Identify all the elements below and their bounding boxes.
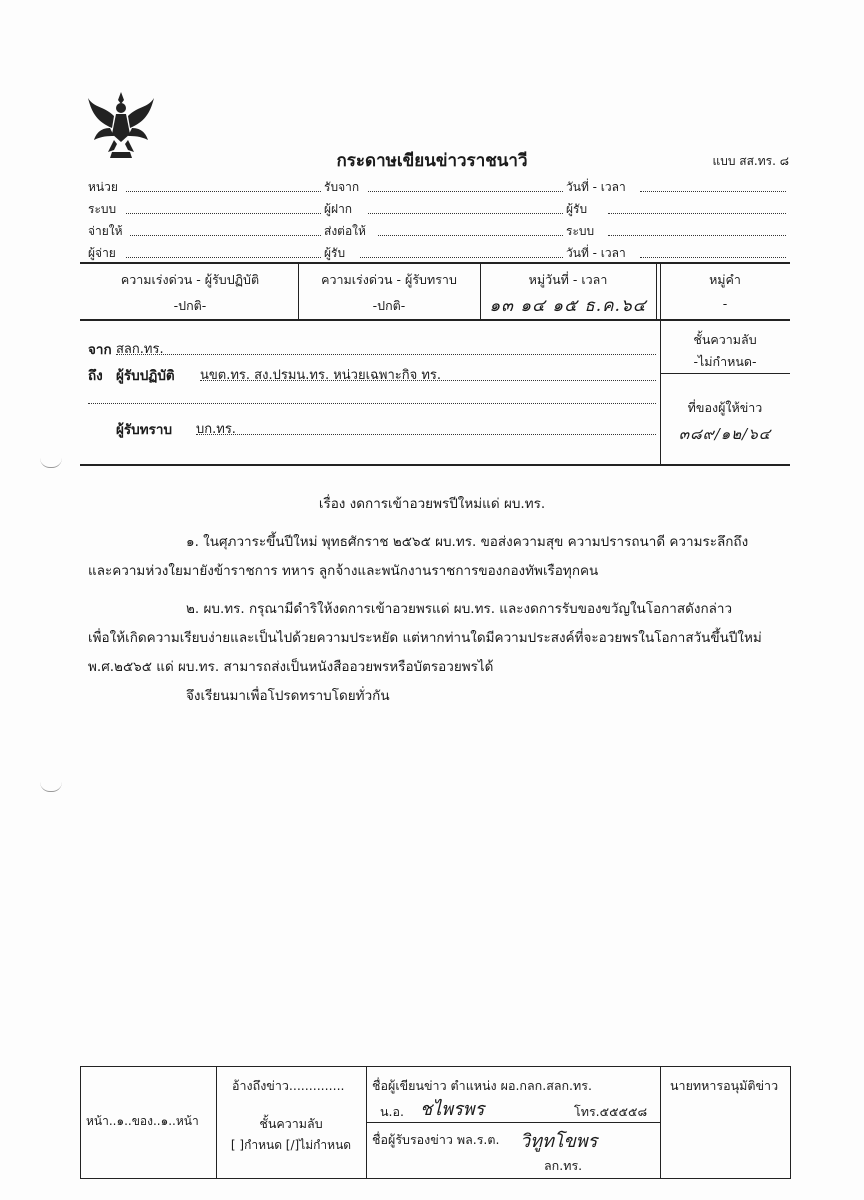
writer-phone: โทร.๕๕๕๕๘ bbox=[574, 1104, 648, 1119]
header-row-3 bbox=[88, 220, 788, 242]
paragraph-2-line-1: ๒. ผบ.ทร. กรุณามีดำริให้งดการเข้าอวยพรแด่ ผบ.ทร. และงดการรับของขวัญในโอกาสดังกล่าว bbox=[186, 601, 733, 617]
dtg-label: หมู่วันที่ - เวลา bbox=[528, 272, 608, 287]
certifier-signature: วิทูทโขพร bbox=[520, 1131, 598, 1152]
depositor-label: ผู้ฝาก bbox=[324, 202, 353, 216]
action-addressee-value: นขต.ทร. สง.ปรมน.ทร. หน่วยเฉพาะกิจ ทร. bbox=[200, 364, 656, 381]
dtg-value: ๑๓ ๑๔ ๑๕ ธ.ค.๖๔ bbox=[489, 296, 647, 316]
info-addressee-label: ผู้รับทราบ bbox=[116, 422, 173, 438]
form-code: แบบ สส.ทร. ๘ bbox=[712, 154, 789, 168]
urgency-action-value: -ปกติ- bbox=[173, 298, 207, 313]
from-value: สลก.ทร. bbox=[116, 338, 656, 355]
footer-classification-options: [ ]กำหนด [/]ไม่กำหนด bbox=[230, 1138, 352, 1152]
group-count-label: หมู่คำ bbox=[709, 272, 741, 287]
to-label: ถึง bbox=[88, 368, 103, 384]
page-number: หน้า..๑..ของ..๑..หน้า bbox=[86, 1114, 199, 1128]
received-from-label: รับจาก bbox=[324, 180, 360, 194]
header-row-1 bbox=[88, 176, 788, 198]
date-time-label: วันที่ - เวลา bbox=[566, 180, 626, 194]
action-addressee-label: ผู้รับปฏิบัติ bbox=[116, 368, 175, 384]
classification-label: ชั้นความลับ bbox=[693, 332, 757, 347]
urgency-info-label: ความเร่งด่วน - ผู้รับทราบ bbox=[321, 272, 457, 287]
classification-value: -ไม่กำหนด- bbox=[693, 354, 757, 369]
closing-line: จึงเรียนมาเพื่อโปรดทราบโดยทั่วกัน bbox=[186, 688, 390, 704]
approving-officer-label: นายทหารอนุมัติข่าว bbox=[670, 1078, 779, 1093]
urgency-info-value: -ปกติ- bbox=[372, 298, 406, 313]
group-count-value: - bbox=[722, 296, 728, 311]
receiver-label-2: ผู้รับ bbox=[324, 246, 346, 260]
issuer-label: ผู้จ่าย bbox=[88, 246, 116, 260]
system-label-2: ระบบ bbox=[566, 224, 595, 238]
unit-label: หน่วย bbox=[88, 180, 118, 194]
originator-ref-label: ที่ของผู้ให้ข่าว bbox=[687, 400, 763, 415]
paragraph-1-line-1: ๑. ในศุภวาระขึ้นปีใหม่ พุทธศักราช ๒๕๖๕ ผบ.ทร. ขอส่งความสุข ความปรารถนาดี ความระลึกถึง bbox=[186, 534, 749, 550]
paragraph-2-line-3: พ.ศ.๒๕๖๕ แด่ ผบ.ทร. สามารถส่งเป็นหนังสืออวยพรหรือบัตรอวยพรได้ bbox=[88, 659, 494, 675]
writer-line: ชื่อผู้เขียนข่าว ตำแหน่ง ผอ.กลก.สลก.ทร. bbox=[372, 1078, 592, 1093]
writer-signature: ชไพรพร bbox=[420, 1099, 485, 1120]
from-label: จาก bbox=[88, 342, 112, 358]
paragraph-1-line-2: และความห่วงใยมายังข้าราชการ ทหาร ลูกจ้างและพนักงานราชการของกองทัพเรือทุกคน bbox=[88, 563, 599, 579]
paragraph-2-line-2: เพื่อให้เกิดความเรียบง่ายและเป็นไปด้วยความประหยัด แต่หากท่านใดมีความประสงค์ที่จะอวยพรในโอกาสวันขึ้นปีใหม่ bbox=[88, 630, 762, 646]
certifier-line: ชื่อผู้รับรองข่าว พล.ร.ต. bbox=[372, 1132, 500, 1147]
reference-message: อ้างถึงข่าว.............. bbox=[232, 1078, 345, 1093]
punch-hole-mark bbox=[40, 782, 62, 792]
header-row-2 bbox=[88, 198, 788, 220]
forward-to-label: ส่งต่อให้ bbox=[324, 224, 366, 238]
date-time-label-2: วันที่ - เวลา bbox=[566, 246, 626, 260]
header-row-4 bbox=[88, 242, 788, 264]
punch-hole-mark bbox=[40, 458, 62, 468]
system-label: ระบบ bbox=[88, 202, 117, 216]
subject-line: เรื่อง งดการเข้าอวยพรปีใหม่แด่ ผบ.ทร. bbox=[318, 496, 546, 512]
urgency-action-label: ความเร่งด่วน - ผู้รับปฏิบัติ bbox=[120, 272, 260, 287]
receiver-label: ผู้รับ bbox=[566, 202, 588, 216]
footer-classification-label: ชั้นความลับ bbox=[259, 1116, 323, 1131]
info-addressee-value: บก.ทร. bbox=[196, 418, 656, 435]
originator-ref-value: ๓๘๙/๑๒/๖๔ bbox=[678, 425, 772, 443]
writer-rank: น.อ. bbox=[380, 1104, 404, 1119]
document-title: กระดาษเขียนข่าวราชนาวี bbox=[336, 151, 528, 171]
certifier-position: ลก.ทร. bbox=[544, 1158, 583, 1173]
issue-to-label: จ่ายให้ bbox=[88, 224, 123, 238]
